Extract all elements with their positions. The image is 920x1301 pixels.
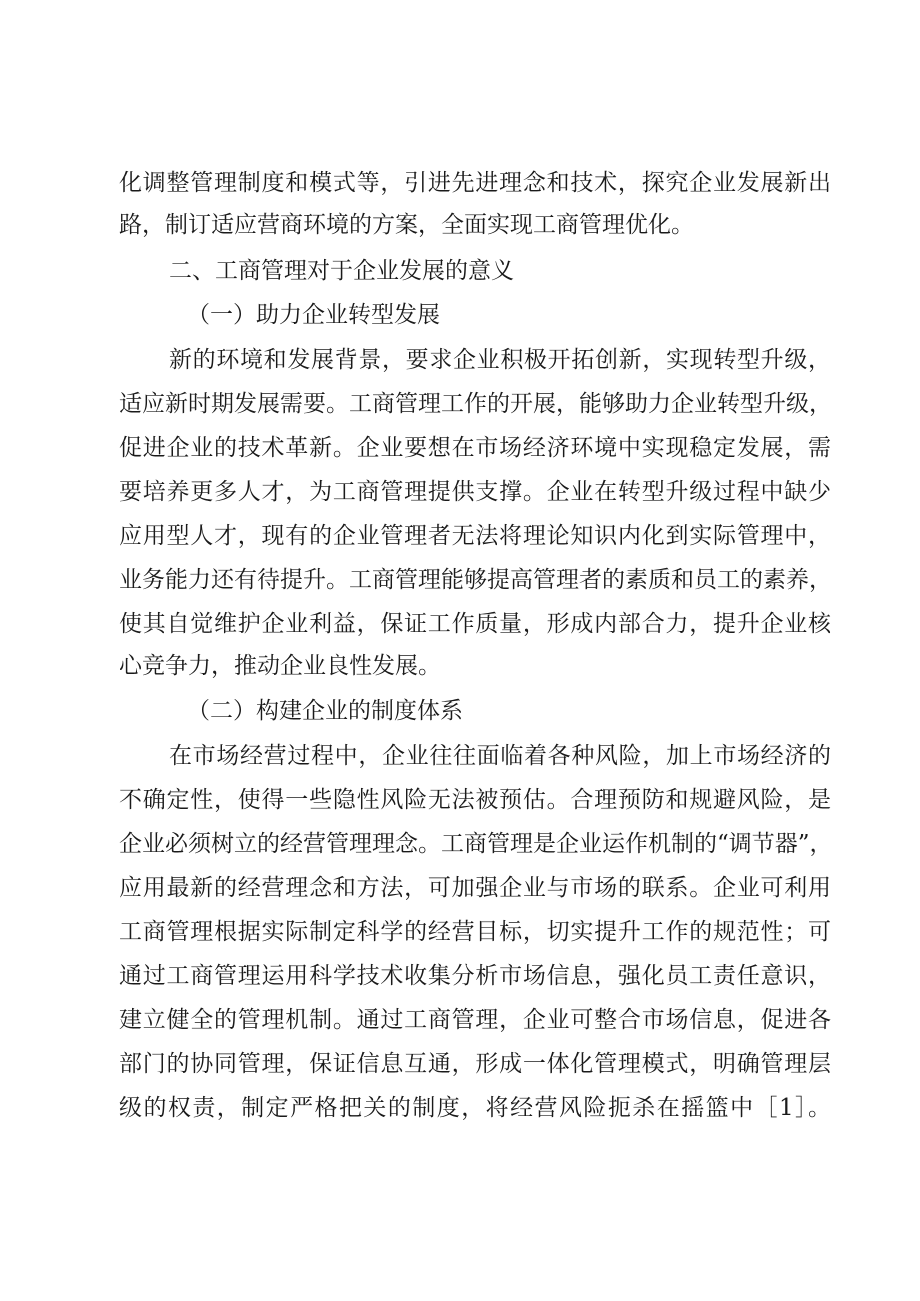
subsection-heading: （二）构建企业的制度体系	[187, 698, 463, 724]
paragraph-line: 部门的协同管理，保证信息互通，形成一体化管理模式，明确管理层	[119, 1051, 831, 1077]
paragraph-line: 要培养更多人才，为工商管理提供支撑。企业在转型升级过程中缺少	[119, 479, 831, 505]
paragraph-line: 不确定性，使得一些隐性风险无法被预估。合理预防和规避风险，是	[119, 787, 831, 813]
paragraph-line: 应用最新的经营理念和方法，可加强企业与市场的联系。企业可利用	[119, 875, 831, 901]
paragraph-line: 企业必须树立的经营管理理念。工商管理是企业运作机制的“调节器”，	[119, 831, 833, 857]
paragraph-line: 应用型人才，现有的企业管理者无法将理论知识内化到实际管理中，	[119, 523, 831, 549]
paragraph-line: 适应新时期发展需要。工商管理工作的开展，能够助力企业转型升级，	[119, 391, 832, 417]
paragraph-line: 建立健全的管理机制。通过工商管理，企业可整合市场信息，促进各	[119, 1007, 831, 1033]
paragraph-line: 新的环境和发展背景，要求企业积极开拓创新，实现转型升级，	[169, 347, 831, 373]
paragraph-line: 级的权责，制定严格把关的制度，将经营风险扼杀在摇篮中［1］。	[119, 1095, 831, 1121]
paragraph-line: 业务能力还有待提升。工商管理能够提高管理者的素质和员工的素养，	[119, 567, 832, 593]
section-heading: 二、工商管理对于企业发展的意义	[169, 258, 514, 284]
paragraph-line: 在市场经营过程中，企业往往面临着各种风险，加上市场经济的	[169, 743, 831, 769]
paragraph-line: 工商管理根据实际制定科学的经营目标，切实提升工作的规范性；可	[119, 919, 831, 945]
paragraph-line: 路，制订适应营商环境的方案，全面实现工商管理优化。	[119, 212, 694, 238]
paragraph-line: 通过工商管理运用科学技术收集分析市场信息，强化员工责任意识，	[119, 963, 831, 989]
paragraph-line: 心竞争力，推动企业良性发展。	[119, 653, 441, 679]
paragraph-line: 化调整管理制度和模式等，引进先进理念和技术，探究企业发展新出	[119, 170, 831, 196]
paragraph-line: 使其自觉维护企业利益，保证工作质量，形成内部合力，提升企业核	[119, 611, 831, 637]
subsection-heading: （一）助力企业转型发展	[187, 302, 440, 328]
paragraph-line: 促进企业的技术革新。企业要想在市场经济环境中实现稳定发展，需	[119, 435, 831, 461]
